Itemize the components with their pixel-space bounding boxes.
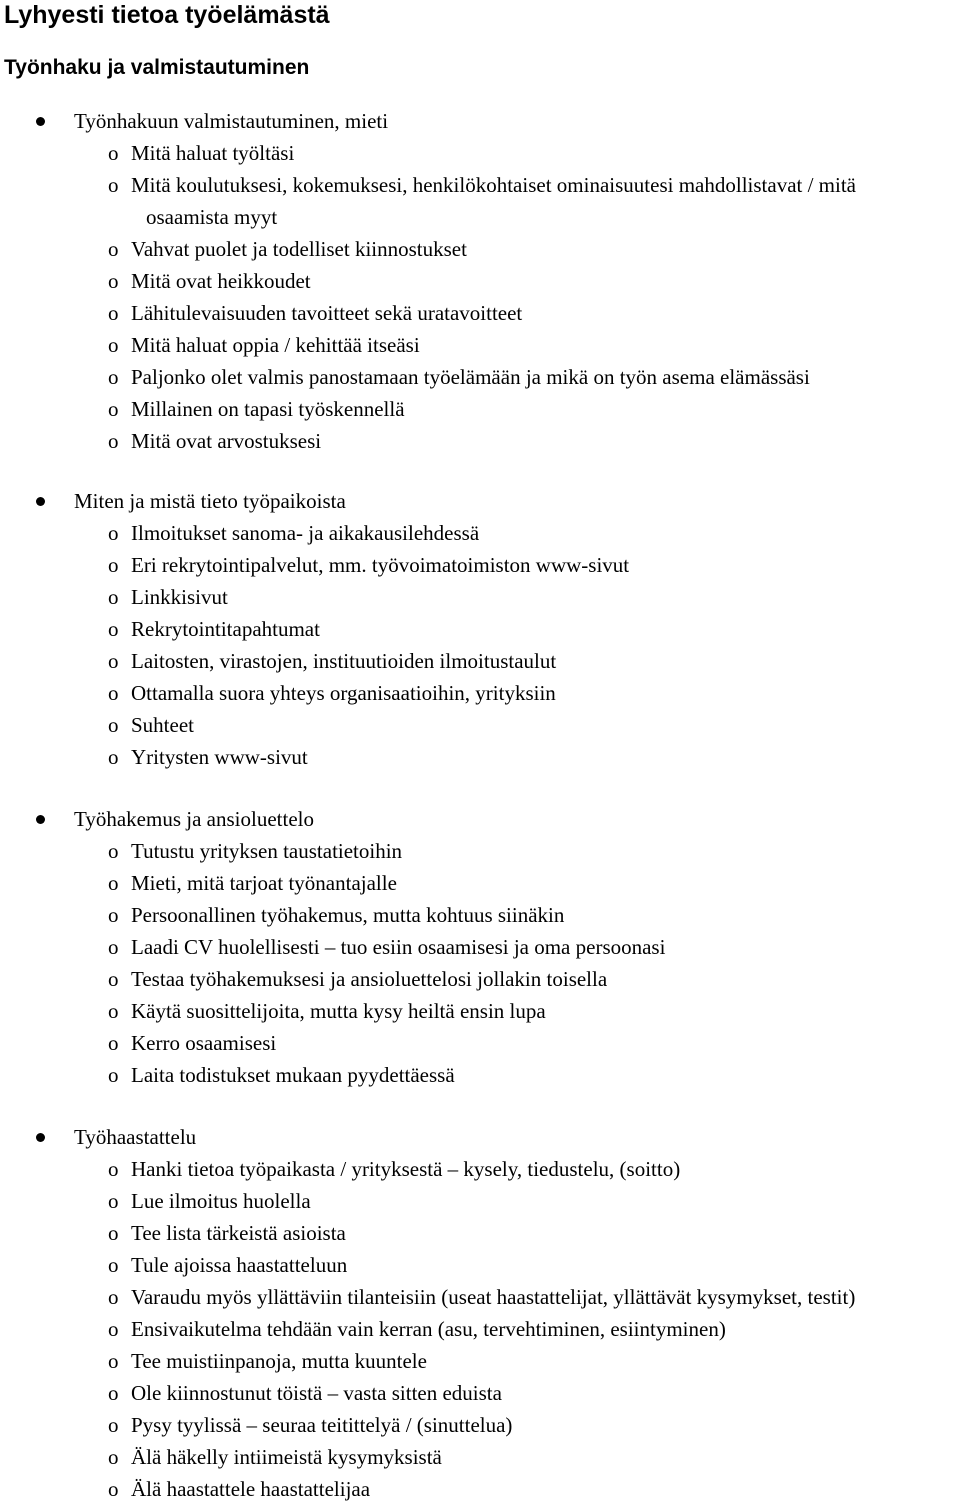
list-item-text: Mitä ovat arvostuksesi: [131, 429, 322, 453]
list-item-text: Kerro osaamisesi: [131, 1031, 277, 1055]
sub-bullet-icon: o: [108, 999, 119, 1023]
section-subtitle: Työnhaku ja valmistautuminen: [4, 56, 310, 79]
list-item-text: Rekrytointitapahtumat: [131, 617, 320, 641]
section-job-search-preparation: [0, 105, 960, 457]
document-title: Lyhyesti tietoa työelämästä: [4, 1, 330, 29]
bullet-heading: Työhaastattelu: [74, 1125, 197, 1149]
list-item: [0, 995, 960, 1027]
sub-bullet-icon: o: [108, 365, 119, 389]
bullet-heading: Työhakemus ja ansioluettelo: [74, 807, 314, 831]
list-item: [0, 1059, 960, 1091]
bullet-heading: Työnhakuun valmistautuminen, mieti: [74, 109, 389, 133]
list-item-text: Laita todistukset mukaan pyydettäessä: [131, 1063, 455, 1087]
sub-bullet-icon: o: [108, 681, 119, 705]
list-item-text: Eri rekrytointipalvelut, mm. työvoimatoimiston www-sivut: [131, 553, 630, 577]
sub-bullet-icon: o: [108, 1381, 119, 1405]
list-item: [0, 297, 960, 329]
sub-bullet-icon: o: [108, 1349, 119, 1373]
section-application-and-cv: [0, 803, 960, 1091]
bullet-icon: [36, 1133, 45, 1142]
list-item-text: Mitä haluat työltäsi: [131, 141, 295, 165]
list-item-text: Suhteet: [131, 713, 194, 737]
list-item: [0, 581, 960, 613]
list-item-text: Tutustu yrityksen taustatietoihin: [131, 839, 403, 863]
bullet-icon: [36, 117, 45, 126]
list-item: [0, 329, 960, 361]
list-item: [0, 425, 960, 457]
sub-bullet-icon: o: [108, 1221, 119, 1245]
list-item: [0, 169, 960, 233]
list-item-text: Laadi CV huolellisesti – tuo esiin osaamisesi ja oma persoonasi: [131, 935, 666, 959]
list-item: [0, 963, 960, 995]
list-item-text: Mieti, mitä tarjoat työnantajalle: [131, 871, 397, 895]
list-item: [0, 931, 960, 963]
list-item-text: Yritysten www-sivut: [131, 745, 308, 769]
list-item: [0, 1281, 960, 1313]
list-item-text: Älä häkelly intiimeistä kysymyksistä: [131, 1445, 442, 1469]
list-item: [0, 867, 960, 899]
sub-bullet-icon: o: [108, 397, 119, 421]
list-item: [0, 1185, 960, 1217]
list-item-text: Mitä koulutuksesi, kokemuksesi, henkilökohtaiset ominaisuutesi mahdollistavat / mitä: [131, 173, 857, 197]
sub-bullet-icon: o: [108, 1063, 119, 1087]
list-item-text: Testaa työhakemuksesi ja ansioluettelosi jollakin toisella: [131, 967, 608, 991]
bullet-item: [0, 485, 960, 517]
list-item-text: Hanki tietoa työpaikasta / yrityksestä – kysely, tiedustelu, (soitto): [131, 1157, 681, 1181]
list-item-text: Käytä suosittelijoita, mutta kysy heiltä ensin lupa: [131, 999, 546, 1023]
sub-bullet-icon: o: [108, 967, 119, 991]
sub-bullet-icon: o: [108, 1253, 119, 1277]
list-item: [0, 677, 960, 709]
list-item: [0, 709, 960, 741]
sub-bullet-icon: o: [108, 1189, 119, 1213]
bullet-icon: [36, 815, 45, 824]
sub-bullet-icon: o: [108, 1317, 119, 1341]
sub-bullet-icon: o: [108, 333, 119, 357]
sub-bullet-icon: o: [108, 649, 119, 673]
sub-bullet-icon: o: [108, 1031, 119, 1055]
bullet-item: [0, 105, 960, 137]
section-job-sources: [0, 485, 960, 773]
list-item-text: Älä haastattele haastattelijaa: [131, 1477, 371, 1501]
list-item-text: Laitosten, virastojen, instituutioiden ilmoitustaulut: [131, 649, 557, 673]
sub-bullet-icon: o: [108, 839, 119, 863]
bullet-item: [0, 803, 960, 835]
list-item-text: Vahvat puolet ja todelliset kiinnostukset: [131, 237, 467, 261]
list-item: [0, 1345, 960, 1377]
sub-bullet-icon: o: [108, 745, 119, 769]
list-item-text: Varaudu myös yllättäviin tilanteisiin (useat haastattelijat, yllättävät kysymykset, testit): [131, 1285, 856, 1309]
list-item: [0, 1027, 960, 1059]
list-item: [0, 265, 960, 297]
list-item-text: Pysy tyylissä – seuraa teitittelyä / (sinuttelua): [131, 1413, 513, 1437]
sub-bullet-icon: o: [108, 141, 119, 165]
list-item-text: Linkkisivut: [131, 585, 228, 609]
list-item: [0, 1409, 960, 1441]
sub-bullet-icon: o: [108, 521, 119, 545]
list-item-text: Paljonko olet valmis panostamaan työelämään ja mikä on työn asema elämässäsi: [131, 365, 810, 389]
list-item: [0, 361, 960, 393]
list-item-text: Ole kiinnostunut töistä – vasta sitten eduista: [131, 1381, 502, 1405]
list-item-text: Ottamalla suora yhteys organisaatioihin, yrityksiin: [131, 681, 556, 705]
list-item-text: Mitä ovat heikkoudet: [131, 269, 311, 293]
list-item: [0, 1217, 960, 1249]
sub-bullet-icon: o: [108, 429, 119, 453]
list-item: [0, 741, 960, 773]
bullet-icon: [36, 497, 45, 506]
list-item: [0, 1473, 960, 1505]
list-item-text: Tule ajoissa haastatteluun: [131, 1253, 348, 1277]
list-item-text: Tee muistiinpanoja, mutta kuuntele: [131, 1349, 427, 1373]
sub-bullet-icon: o: [108, 1157, 119, 1181]
sub-bullet-icon: o: [108, 871, 119, 895]
sub-bullet-icon: o: [108, 173, 119, 197]
list-item: [0, 233, 960, 265]
sub-bullet-icon: o: [108, 935, 119, 959]
sub-bullet-icon: o: [108, 1477, 119, 1501]
list-item-text: Lue ilmoitus huolella: [131, 1189, 311, 1213]
list-item-text: Lähitulevaisuuden tavoitteet sekä uratavoitteet: [131, 301, 523, 325]
section-job-interview: [0, 1121, 960, 1505]
list-item-text: Ensivaikutelma tehdään vain kerran (asu, tervehtiminen, esiintyminen): [131, 1317, 726, 1341]
list-item-text: Ilmoitukset sanoma- ja aikakausilehdessä: [131, 521, 480, 545]
sub-bullet-icon: o: [108, 1413, 119, 1437]
list-item: [0, 835, 960, 867]
list-item-continuation: osaamista myyt: [146, 205, 278, 229]
list-item: [0, 1153, 960, 1185]
bullet-item: [0, 1121, 960, 1153]
list-item: [0, 517, 960, 549]
list-item: [0, 549, 960, 581]
bullet-heading: Miten ja mistä tieto työpaikoista: [74, 489, 346, 513]
sub-bullet-icon: o: [108, 585, 119, 609]
list-item-text: Persoonallinen työhakemus, mutta kohtuus siinäkin: [131, 903, 565, 927]
list-item: [0, 1441, 960, 1473]
list-item: [0, 1377, 960, 1409]
list-item: [0, 1313, 960, 1345]
list-item-text: Millainen on tapasi työskennellä: [131, 397, 405, 421]
sub-bullet-icon: o: [108, 617, 119, 641]
list-item-text: Mitä haluat oppia / kehittää itseäsi: [131, 333, 420, 357]
sub-bullet-icon: o: [108, 1285, 119, 1309]
list-item: [0, 137, 960, 169]
list-item: [0, 645, 960, 677]
sub-bullet-icon: o: [108, 301, 119, 325]
list-item: [0, 393, 960, 425]
sub-bullet-icon: o: [108, 1445, 119, 1469]
sub-bullet-icon: o: [108, 903, 119, 927]
sub-bullet-icon: o: [108, 553, 119, 577]
list-item: [0, 613, 960, 645]
list-item: [0, 899, 960, 931]
list-item-text: Tee lista tärkeistä asioista: [131, 1221, 346, 1245]
sub-bullet-icon: o: [108, 713, 119, 737]
sub-bullet-icon: o: [108, 269, 119, 293]
sub-bullet-icon: o: [108, 237, 119, 261]
list-item: [0, 1249, 960, 1281]
